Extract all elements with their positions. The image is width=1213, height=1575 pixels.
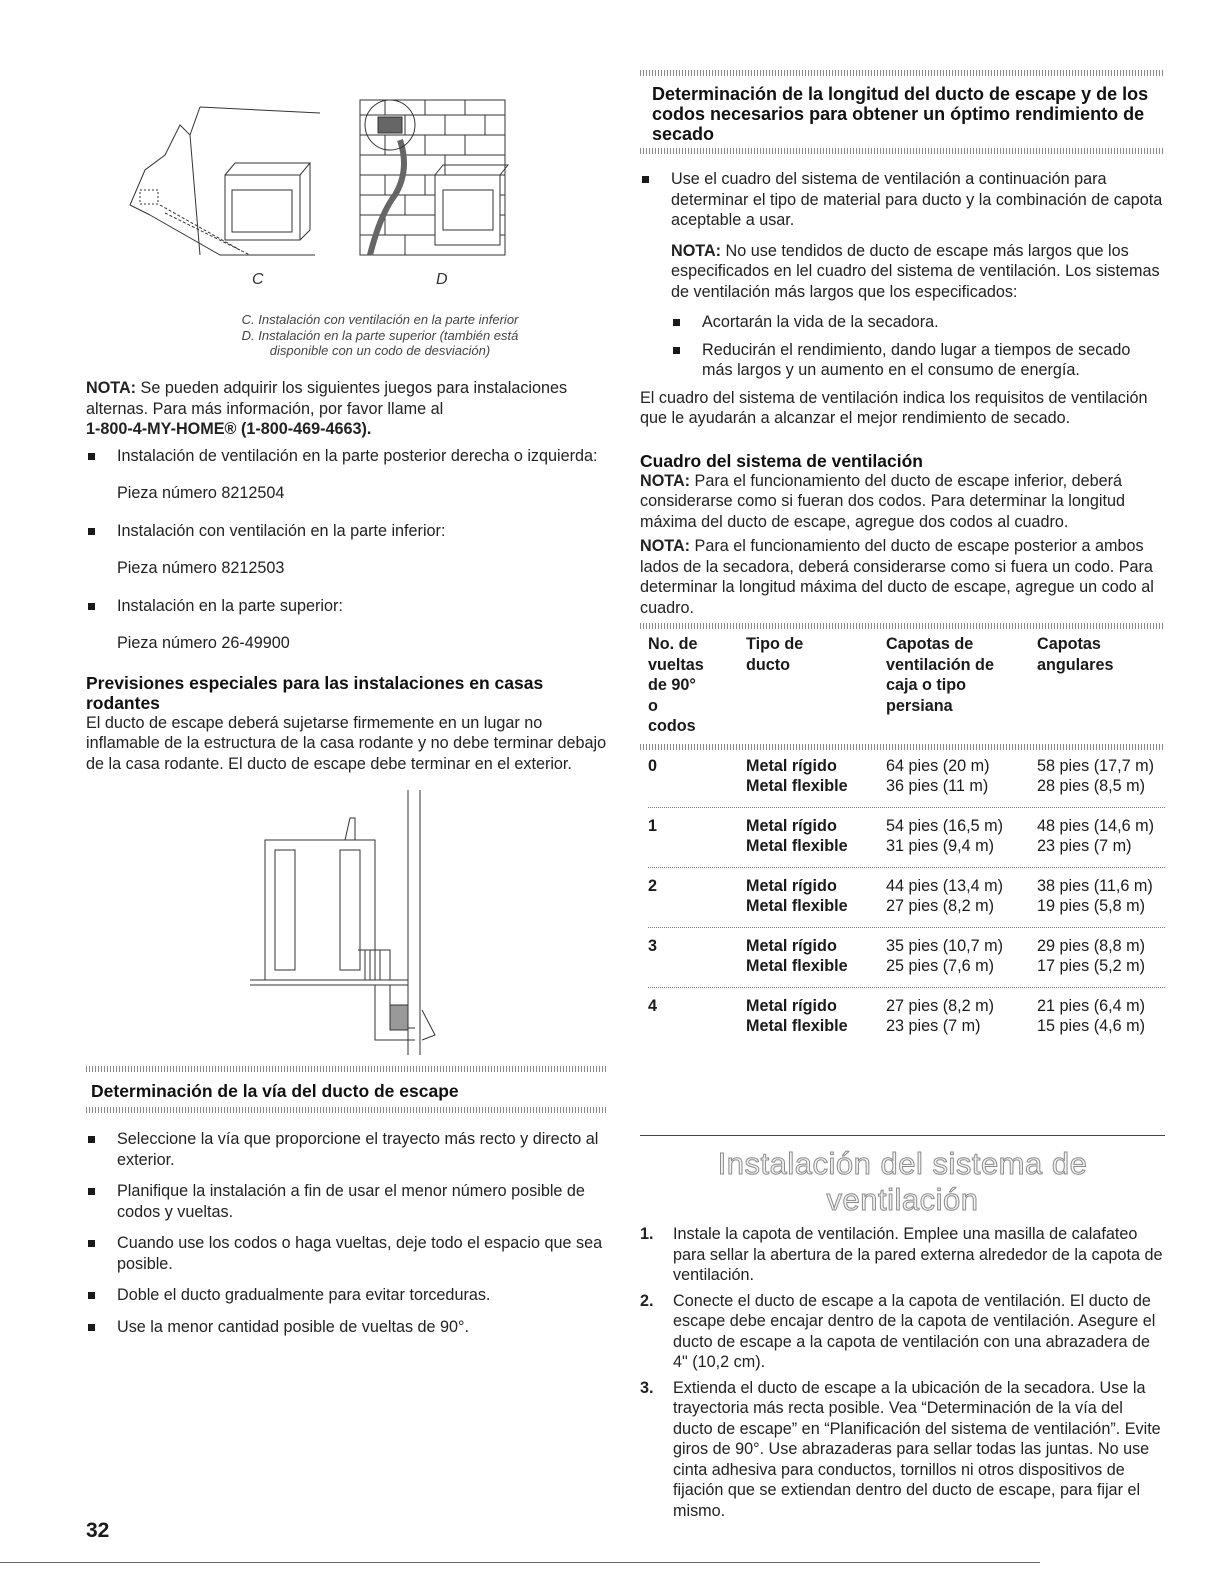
- consequence-list: [640, 312, 1165, 381]
- illustration-c: [120, 95, 320, 275]
- divider: [86, 1066, 608, 1072]
- right-column: [640, 70, 1165, 1037]
- label-d: D: [436, 271, 448, 288]
- kit-item: Instalación de ventilación en la parte posterior derecha o izquierda:: [86, 446, 608, 467]
- route-section: [86, 1066, 608, 1337]
- illustration-d: [340, 95, 510, 270]
- install-step: 3. Extienda el ducto de escape a la ubicación de la secadora. Use la trayectoria más recta posible. Vea “Determinación de la vía del ducto de escape” en “Planificación del sistema de ventilación”. Evite giros de 90°. Use abrazaderas para sellar todas las juntas. No use cinta adhesiva para conductos, tornillos ni otros dispositivos de fijación que se extiendan dentro del ducto de escape, para fijar el mismo.: [640, 1378, 1161, 1520]
- divider: [640, 623, 1165, 629]
- caption-d: D. Instalación en la parte superior (también está: [241, 327, 519, 343]
- route-bullet: Seleccione la vía que proporcione el trayecto más recto y directo al exterior.: [86, 1129, 608, 1170]
- route-heading: Determinación de la vía del ducto de escape: [91, 1081, 459, 1101]
- vent-chart-heading: Cuadro del sistema de ventilación: [640, 450, 923, 471]
- table-body: [640, 756, 1165, 1037]
- table-row: 3 Metal rígido Metal flexible 35 pies (10,7 m) 25 pies (7,6 m) 29 pies (8,8 m) 17 pies (5,2 m): [648, 936, 1145, 975]
- figure-caption: [160, 312, 600, 359]
- route-bullet: Doble el ducto gradualmente para evitar torceduras.: [86, 1285, 608, 1306]
- kit-item: Instalación en la parte superior:: [86, 596, 608, 617]
- row-separator: [648, 987, 1165, 988]
- header-box-hoods: Capotas de ventilación de caja o tipo persiana: [886, 635, 994, 715]
- kit-part: Pieza número 8212504: [117, 484, 285, 502]
- header-turns: No. de vueltas de 90° o codos: [648, 635, 704, 735]
- install-title: Instalación del sistema de ventilación: [717, 1146, 1088, 1217]
- row-separator: [648, 927, 1165, 928]
- divider: [640, 744, 1165, 750]
- duct-length-heading: Determinación de la longitud del ducto de escape y de los codos necesarios para obtener un óptimo rendimiento de secado: [652, 84, 1149, 144]
- illustration-mobile-home: [250, 790, 450, 1055]
- install-steps: [640, 1224, 1165, 1521]
- length-bullet: Use el cuadro del sistema de ventilación a continuación para determinar el tipo de material para ducto y la combinación de capota aceptable a usar.: [640, 169, 1165, 231]
- chart-intro: El cuadro del sistema de ventilación indica los requisitos de ventilación que le ayudarán a alcanzar el mejor rendimiento de secado.: [640, 388, 1148, 427]
- label-c: C: [252, 271, 264, 288]
- caption-c: C. Instalación con ventilación en la parte inferior: [241, 312, 519, 327]
- install-step: 2. Conecte el ducto de escape a la capota de ventilación. El ducto de escape debe encajar dentro de la capota de ventilación. Asegure el ducto de escape a la capota de ventilación con una abrazadera de 4" (10,2 cm).: [640, 1291, 1156, 1371]
- page-number: 32: [86, 1519, 110, 1542]
- note-rear-exhaust: NOTA: Para el funcionamiento del ducto de escape posterior a ambos lados de la secadora, deberá considerarse como si fuera un codo. Para determinar la longitud máxima del ducto de escape, agregue un codo al cuadro.: [640, 537, 1154, 617]
- header-duct-type: Tipo de ducto: [746, 635, 804, 674]
- vent-system-table: [640, 623, 1165, 1037]
- kit-part: Pieza número 8212503: [117, 559, 285, 577]
- route-bullet: Planifique la instalación a fin de usar el menor número posible de codos y vueltas.: [86, 1181, 608, 1222]
- row-separator: [648, 867, 1165, 868]
- kit-list: [86, 446, 608, 654]
- note-bottom-exhaust: NOTA: Para el funcionamiento del ducto de escape inferior, deberá considerarse como si fueran dos codos. Para determinar la longitud máxima del ducto de escape, agregue dos codos al cuadro.: [640, 471, 1125, 531]
- note-max-length: NOTA: No use tendidos de ducto de escape más largos que los especificados en lel cuadro del sistema de ventilación. Los sistemas de ventilación más largos que los especificados:: [671, 241, 1160, 301]
- route-bullet: Use la menor cantidad posible de vueltas de 90°.: [86, 1317, 608, 1338]
- table-row: 2 Metal rígido Metal flexible 44 pies (13,4 m) 27 pies (8,2 m) 38 pies (11,6 m) 19 pies (5,8 m): [648, 876, 1153, 915]
- install-section: [640, 1135, 1165, 1521]
- divider: [640, 148, 1165, 154]
- mobile-home-text: El ducto de escape deberá sujetarse firmemente en un lugar no inflamable de la estructura de la casa rodante y no debe terminar debajo de la casa rodante. El ducto de escape debe terminar en el exterior.: [86, 713, 607, 773]
- bottom-rule: [0, 1562, 1040, 1563]
- left-column: [86, 378, 608, 774]
- mobile-home-heading: Previsiones especiales para las instalaciones en casas rodantes: [86, 672, 544, 713]
- install-step: 1. Instale la capota de ventilación. Emplee una masilla de calafateo para sellar la abertura de la pared externa alrededor de la capota de ventilación.: [640, 1225, 1163, 1284]
- consequence-item: Reducirán el rendimiento, dando lugar a tiempos de secado más largos y un aumento en el consumo de energía.: [671, 340, 1165, 381]
- section-rule: [640, 1135, 1165, 1136]
- route-bullet: Cuando use los codos o haga vueltas, deje todo el espacio que sea posible.: [86, 1233, 608, 1274]
- header-angled-hoods: Capotas angulares: [1037, 635, 1114, 674]
- route-bullets: [86, 1129, 608, 1337]
- table-header: [640, 634, 1165, 737]
- divider: [86, 1107, 608, 1113]
- consequence-item: Acortarán la vida de la secadora.: [671, 312, 1165, 333]
- table-row: 1 Metal rígido Metal flexible 54 pies (16,5 m) 31 pies (9,4 m) 48 pies (14,6 m) 23 pies (7 m): [648, 816, 1154, 855]
- caption-d-cont: disponible con un codo de desviación): [269, 343, 491, 358]
- phone-number: 1-800-4-MY-HOME® (1-800-469-4663).: [86, 420, 372, 438]
- table-row: 4 Metal rígido Metal flexible 27 pies (8,2 m) 23 pies (7 m) 21 pies (6,4 m) 15 pies (4,6 m): [648, 996, 1145, 1035]
- kit-item: Instalación con ventilación en la parte inferior:: [86, 521, 608, 542]
- divider: [640, 70, 1165, 76]
- note-alt-kits: NOTA: Se pueden adquirir los siguientes juegos para instalaciones alternas. Para más información, por favor llame al: [86, 379, 568, 418]
- table-row: 0 Metal rígido Metal flexible 64 pies (20 m) 36 pies (11 m) 58 pies (17,7 m) 28 pies (8,5 m): [648, 756, 1154, 795]
- row-separator: [648, 807, 1165, 808]
- kit-part: Pieza número 26-49900: [117, 634, 290, 652]
